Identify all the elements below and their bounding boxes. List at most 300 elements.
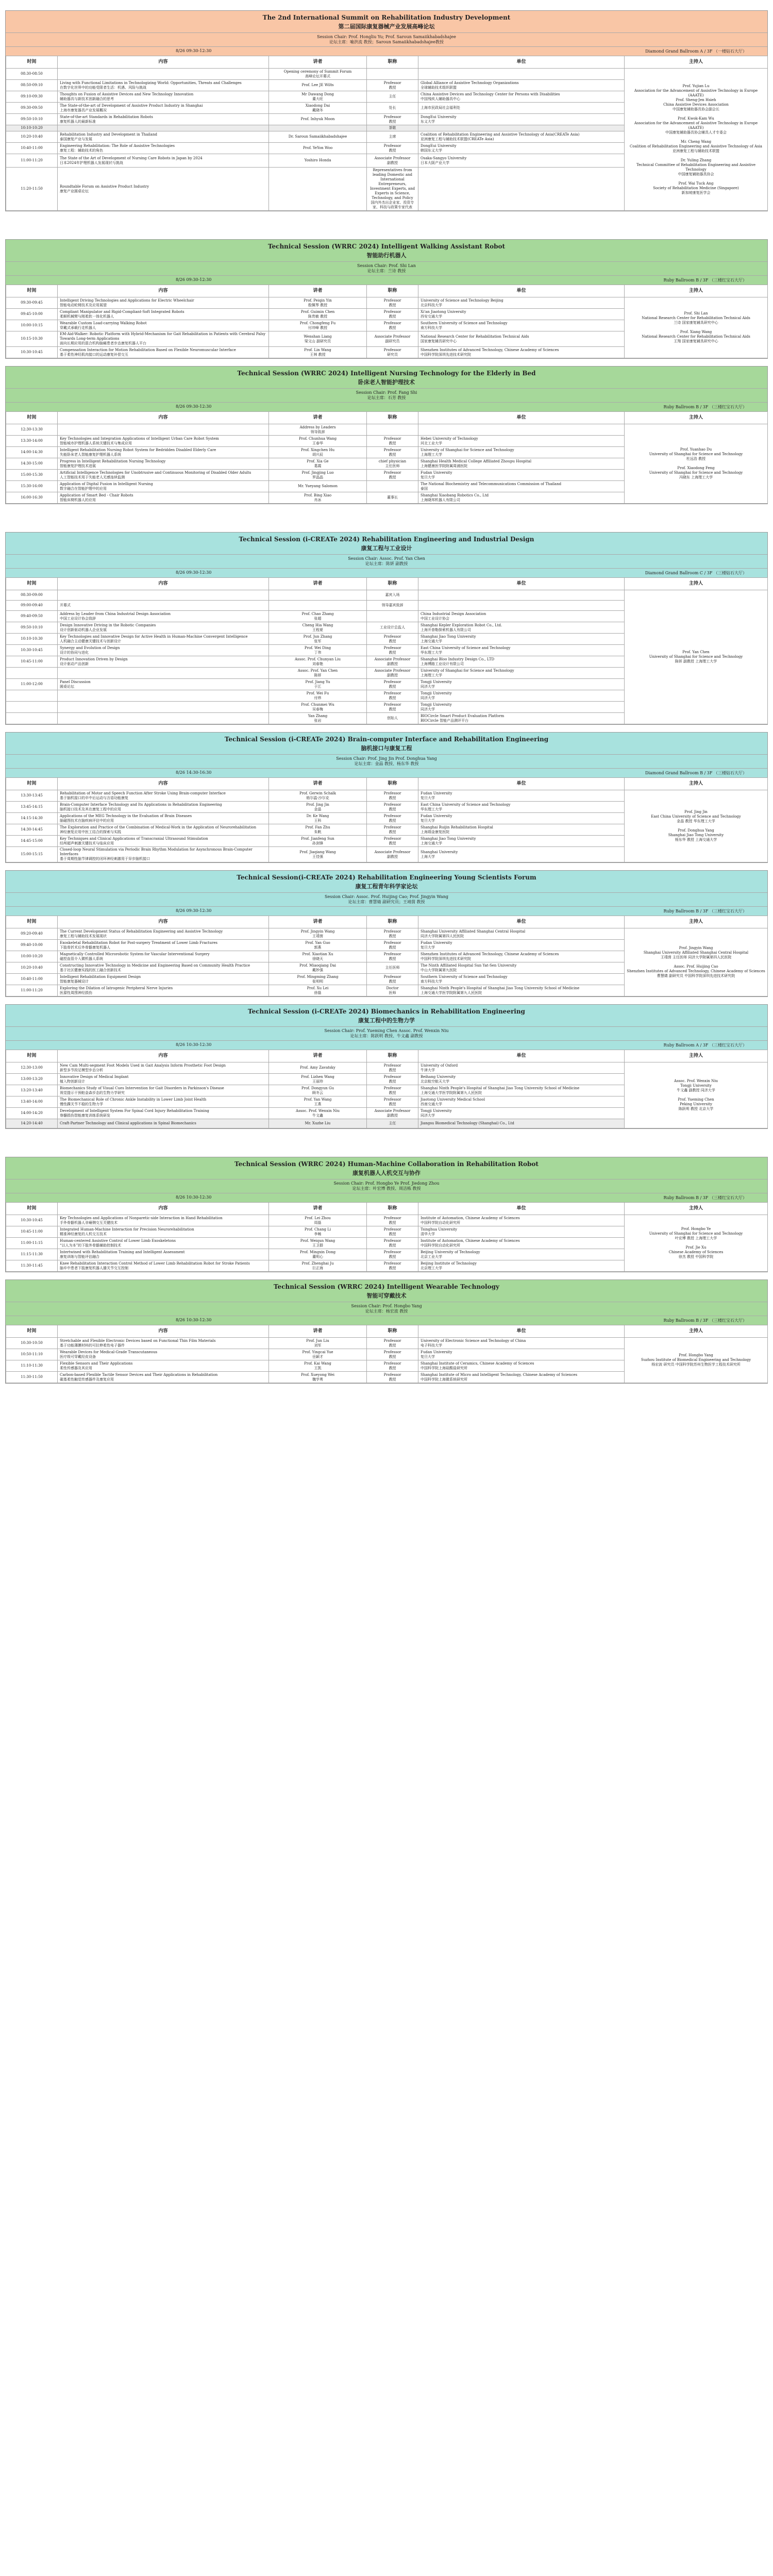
table-header-row (6, 285, 768, 297)
session-venue (6, 275, 767, 285)
row-title (367, 424, 418, 436)
row-speaker: Mr. Xuzhe Liu (269, 1119, 367, 1128)
row-time (6, 690, 58, 702)
header-speaker: 讲者 (269, 1203, 367, 1215)
header-content: 内容 (58, 578, 269, 590)
session-chair: Session Chair: Prof. Hongbo Ye Prof. Jiedong Zhou 论坛主席：叶宏博 教授、周洁栋 教授 (6, 1179, 767, 1193)
schedule-table (6, 285, 768, 358)
row-unit: Shanghai Health Medical College Affiliated Zhoupu Hospital 上海健康医学院附属周浦医院 (418, 458, 625, 470)
row-speaker (269, 601, 367, 611)
row-time: 13:30-14:00 (6, 436, 58, 447)
row-content: Intelligent Rehabilitation Nursing Robot System for Bedridden Disabled Elderly Care 失能卧床老人智能康复护理机器人系统 (58, 447, 269, 458)
schedule-table (6, 577, 768, 724)
header-title: 职称 (367, 285, 418, 297)
row-speaker: Prof. Xingchen Hu 胡兴辰 (269, 447, 367, 458)
header-unit: 单位 (418, 56, 625, 69)
session-chair: Session Chair: Prof. Shi Lan 论坛主席：兰诗 教授 (6, 261, 767, 275)
row-content: Artificial Intelligence Technologies for Unobtrusive and Continuous Monitoring of Disabled Older Adults 人工智能技术用于失能老人无感连续监测 (58, 470, 269, 481)
row-content: Biomechanics Study of Visual Cues Intervention for Gait Disorders in Parkinson's Disease 视觉提示干预帕金森步态的生物力学研究 (58, 1085, 269, 1096)
session-room: Diamond Grand Ballroom C / 3F （三楼钻石大厅） (645, 571, 747, 575)
row-content: Intelligent Rehabilitation Equipment Design 智能康复器械设计 (58, 974, 269, 985)
row-title: Representatives from leading Domestic and International Entrepreneurs, Investment Experts, and Experts in Science, Technology, and Policy 国内外杰出企业家、投资专家、科技与政策专家代表 (367, 168, 418, 211)
row-time: 09:10-09:30 (6, 91, 58, 103)
row-title: chief physician 主任医师 (367, 458, 418, 470)
header-time: 时间 (6, 578, 58, 590)
row-content: Rehabilitation Industry and Development in Thailand 泰国康复产业与发展 (58, 131, 269, 143)
schedule-table (6, 1202, 768, 1272)
row-speaker: Assoc. Prof. Yan Chen 陈妍 (269, 668, 367, 679)
session-room: Diamond Grand Ballroom B / 3F （三楼钻石大厅） (645, 771, 747, 775)
row-title: Professor 教授 (367, 824, 418, 836)
row-content: Integrated Human-Machine Interaction for Precision Neurorehabilitation 精准神经康复的人机交互技术 (58, 1226, 269, 1238)
row-time: 11:10-11:30 (6, 1360, 58, 1372)
table-header-row (6, 1203, 768, 1215)
session-block (5, 10, 768, 211)
row-title: Professor 教授 (367, 320, 418, 331)
row-title: Professor 教授 (367, 143, 418, 154)
session-venue (6, 1193, 767, 1202)
row-time: 10:45-11:00 (6, 1226, 58, 1238)
row-title: Professor 教授 (367, 1360, 418, 1372)
row-speaker: Prof. Wei Fu 付炜 (269, 690, 367, 702)
row-speaker: Assoc. Prof. Wenxin Niu 牛文鑫 (269, 1108, 367, 1119)
session-block (5, 532, 768, 725)
row-title: Professor 教授 (367, 114, 418, 125)
table-row (6, 1215, 768, 1226)
row-speaker: Prof. Miaoqiang Dai 戴妙强 (269, 962, 367, 974)
row-title: 领导嘉宾致辞 (367, 601, 418, 611)
row-speaker: Prof. Yingcai Yue 岳颖才 (269, 1349, 367, 1360)
row-time: 10:15-10:30 (6, 331, 58, 347)
row-title: Associate Professor 副教授 (367, 1108, 418, 1119)
row-content: Product Innovation Driven by Design 设计驱动产品创新 (58, 656, 269, 668)
row-content: Closed-loop Neural Stimulation via Periodic Brain Rhythm Modulation for Asynchronous Brain-Computer Interfaces 基于周期性脑节律调控的闭环神经刺激用于异步脑机接口 (58, 847, 269, 862)
row-content: Rehabilitation of Motor and Speech Function After Stroke Using Brain-computer Interface 基于脑机接口的卒中后运动与言语功能康复 (58, 790, 269, 802)
row-speaker: Prof. Kai Wang 王凯 (269, 1360, 367, 1372)
row-speaker: Prof. Dongyun Gu 顾冬云 (269, 1085, 367, 1096)
row-unit: Tongji University 同济大学 (418, 690, 625, 702)
row-host: Assoc. Prof. Wenxin Niu Tongji University 牛文鑫 副教授 同济大学 Prof. Yueming Chen Peking University 陈跃明 教授 北京大学 (625, 1062, 768, 1128)
row-host: Prof. Jingyin Wang Shanghai University Affiliated Shanghai Central Hospital 王靖茵 主任医师 同济大学附属第四人民医院 Assoc. Prof. Huijing Cao Shenzhen Institutes of Advanced Technology, Chinese Academy of Sciences 曹慧婧 副研究员 中国科学院深圳先进技术研究院 (625, 928, 768, 996)
row-content: Application of Smart Bed - Chair Robots 智能床椅机器人的应用 (58, 492, 269, 504)
row-content: Roundtable Forum on Assistive Product Industry 康复产业圆桌论坛 (58, 168, 269, 211)
row-unit: 上海市民政局社会福利处 (418, 103, 625, 114)
session-date: 8/26 09:30-12:30 (176, 404, 212, 409)
row-content: Design Innovative Driving in the Robotic Companies 设计创新驱动机器人企业发展 (58, 622, 269, 634)
session-room: Ruby Ballroom B / 3F （三楼红宝石大厅） (663, 909, 747, 913)
row-unit: National Research Center for Rehabilitation Technical Aids 国家康复辅具研究中心 (418, 331, 625, 347)
row-speaker: Prof. Jing Jin 金晶 (269, 802, 367, 813)
session-block (5, 366, 768, 504)
header-content: 内容 (58, 412, 269, 424)
row-content: Living with Functional Limitations in Technologizing World: Opportunities, Threats and Challenges 在数字化世界中的功能受限者生活：机遇、风险与挑战 (58, 80, 269, 91)
row-unit: BIOCircle Smart Product Evaluation Platform BIOCircle 智能产品测评平台 (418, 713, 625, 724)
schedule-table (6, 56, 768, 211)
header-unit: 单位 (418, 578, 625, 590)
row-time: 10:20-10:40 (6, 962, 58, 974)
session-room: Ruby Ballroom B / 3F （三楼红宝石大厅） (663, 405, 747, 409)
row-content: Knee Rehabilitation Interaction Control Method of Lower Limb Rehabilitation Robot for Stroke Patients 脑卒中患者下肢康复机器人膝关节交互控制 (58, 1260, 269, 1272)
row-speaker: Prof. Bing Xiao 肖冰 (269, 492, 367, 504)
table-header-row (6, 1325, 768, 1338)
row-speaker: Address by Leaders 领导致辞 (269, 424, 367, 436)
session-room: Ruby Ballroom B / 3F （三楼红宝石大厅） (663, 278, 747, 282)
section-gap (0, 1136, 773, 1157)
row-title: 嘉宾入场 (367, 590, 418, 601)
row-content: Application of Digital Fusion in Intelligent Nursing 数字融合在智能护理中的应用 (58, 481, 269, 492)
row-speaker: Prof. YeYon Woo (269, 143, 367, 154)
row-unit: Global Alliance of Assistive Technology Organizations 全球辅助技术组织联盟 (418, 80, 625, 91)
table-row (6, 928, 768, 940)
row-speaker: Prof. Jianfeng Sun 孙剑锋 (269, 836, 367, 847)
header-title: 职称 (367, 916, 418, 928)
session-subtitle: 智能助行机器人 (6, 251, 767, 261)
row-content: Compliant Manipulator and Rigid-Compliant-Soft Integrated Robots 柔顺机械臂与刚柔软一体化机器人 (58, 309, 269, 320)
header-content: 内容 (58, 285, 269, 297)
row-content (58, 713, 269, 724)
header-speaker: 讲者 (269, 412, 367, 424)
session-title: Technical Session (i-CREATe 2024) Brain-computer Interface and Rehabilitation Engineering (6, 733, 767, 744)
row-time: 14:00-14:20 (6, 1108, 58, 1119)
row-unit: Beijing Institute of Technology 北京理工大学 (418, 1260, 625, 1272)
header-speaker: 讲者 (269, 1325, 367, 1338)
row-unit: Jiaotong University Medical School 西南交通大学 (418, 1096, 625, 1108)
row-unit: Shanghai Kepler Exploration Robot Co., Ltd. 上海开普勒探索机器人有限公司 (418, 622, 625, 634)
session-subtitle: 智能可穿戴技术 (6, 1291, 767, 1302)
header-unit: 单位 (418, 285, 625, 297)
session-block (5, 732, 768, 863)
table-row (6, 69, 768, 80)
row-title: Professor 教授 (367, 1215, 418, 1226)
row-content (58, 702, 269, 713)
row-title: Professor 教授 (367, 1249, 418, 1260)
row-title: Professor 教授 (367, 80, 418, 91)
row-unit (418, 125, 625, 131)
session-chair: Session Chair: Assoc. Prof. Huijing Cao; Prof. Jingyin Wang 论坛主席：曹慧婧 副研究员；王靖茵 教授 (6, 892, 767, 906)
row-unit (418, 168, 625, 211)
row-title: Professor 教授 (367, 928, 418, 940)
row-title: Professor 教授 (367, 1338, 418, 1349)
header-host: 主持人 (625, 778, 768, 790)
row-title: Professor 教授 (367, 436, 418, 447)
row-time: 13:20-13:40 (6, 1085, 58, 1096)
row-content: Compensation Interaction for Motion Rehabilitation Based on Flexible Neuromuscular Interface 基于柔性神经肌肉接口的运动康复补偿交互 (58, 347, 269, 358)
row-content: Wearable Devices for Medical-Grade Transcutaneous 医疗级可穿戴经皮设备 (58, 1349, 269, 1360)
row-time: 10:50-11:10 (6, 1349, 58, 1360)
row-unit: China Assistive Devices and Technology Center for Persons with Disabilities 中国残疾人辅助器具中心 (418, 91, 625, 103)
session-venue (6, 1316, 767, 1325)
row-time: 10:30-10:45 (6, 645, 58, 656)
session-date: 8/26 09:30-12:30 (176, 277, 212, 282)
header-content: 内容 (58, 1050, 269, 1062)
session-venue (6, 46, 767, 56)
table-row (6, 1062, 768, 1074)
row-title: Professor 教授 (367, 836, 418, 847)
row-speaker: Prof. Mingxin Dong 董明心 (269, 1249, 367, 1260)
row-title: Professor 教授 (367, 645, 418, 656)
row-content: The Current Development Status of Rehabilitation Engineering and Assistive Technology 康复工程与辅助技术发展现状 (58, 928, 269, 940)
row-content: Innovative Design of Medical Implant 植入物创新设计 (58, 1074, 269, 1085)
row-time: 15:30-16:00 (6, 481, 58, 492)
row-title: Professor 教授 (367, 679, 418, 690)
header-time: 时间 (6, 778, 58, 790)
session-room: Diamond Grand Ballroom A / 3F （一楼钻石大厅） (645, 49, 747, 54)
table-header-row (6, 1050, 768, 1062)
row-content (58, 668, 269, 679)
row-time: 14:20-14:40 (6, 1119, 58, 1128)
header-time: 时间 (6, 412, 58, 424)
session-title: Technical Session (WRRC 2024) Human-Machine Collaboration in Rehabilitation Robot (6, 1157, 767, 1169)
row-content: Intertwined with Rehabilitation Training and Intelligent Assessment 康复训练与智能评估融合 (58, 1249, 269, 1260)
session-block (5, 870, 768, 997)
row-unit: University of Oxford 牛津大学 (418, 1062, 625, 1074)
row-unit: Fudan University 复旦大学 (418, 470, 625, 481)
row-speaker: Xiaodong Dai 戴晓冬 (269, 103, 367, 114)
row-speaker: Prof. Jiaqiang Wang 王佳强 (269, 847, 367, 862)
row-title: Associate Professor 副教授 (367, 656, 418, 668)
row-host: Prof. Yan Chen University of Shanghai for Science and Technology 陈妍 副教授 上海理工大学 (625, 590, 768, 724)
session-chair: Session Chair: Prof. Yueming Chen Assoc. Prof. Wenxin Niu 论坛主席：陈跃明 教授、牛文鑫 副教授 (6, 1026, 767, 1040)
row-speaker: Prof. Inhyuk Moon (269, 114, 367, 125)
row-unit: East China University of Science and Technology 华东理工大学 (418, 802, 625, 813)
header-content: 内容 (58, 1325, 269, 1338)
row-unit: Fudan University 复旦大学 (418, 813, 625, 824)
header-host: 主持人 (625, 285, 768, 297)
row-time: 10:30-10:45 (6, 1215, 58, 1226)
row-unit: University of Shanghai for Science and Technology 上海理工大学 (418, 668, 625, 679)
row-time: 10:30-10:50 (6, 1338, 58, 1349)
row-title: Professor 教授 (367, 1226, 418, 1238)
row-speaker: Prof. Weiqun Wang 王卫群 (269, 1238, 367, 1249)
row-time: 09:45-10:00 (6, 309, 58, 320)
row-unit: The Ninth Affiliated Hospital Sun Yat-Sen University 中山大学附属第九医院 (418, 962, 625, 974)
row-time: 16:00-16:30 (6, 492, 58, 504)
row-time: 13:00-13:20 (6, 1074, 58, 1085)
session-room: Ruby Ballroom A / 3F （三楼红宝石大厅） (663, 1043, 747, 1048)
header-content: 内容 (58, 1203, 269, 1215)
row-title: Professor 教授 (367, 1349, 418, 1360)
row-content: Carbon-based Flexible Tactile Sensor Devices and Their Applications in Rehabilitation 碳基柔性触觉传感器件及康复应用 (58, 1372, 269, 1383)
row-speaker: Cheng Hia Wang 王程夏 (269, 622, 367, 634)
row-speaker: Prof. Chao Zhang 张超 (269, 611, 367, 622)
row-speaker: Assoc. Prof. Chunyan Liu 刘春艳 (269, 656, 367, 668)
row-content: Applications of the MEG Technology in the Evaluation of Brain Diseases 脑磁图技术在脑疾病评估中的应用 (58, 813, 269, 824)
row-speaker: Mr Dawang Dong 董大旺 (269, 91, 367, 103)
row-unit: Shanghai University 上海大学 (418, 847, 625, 862)
header-host: 主持人 (625, 1325, 768, 1338)
row-title: Professor 教授 (367, 447, 418, 458)
session-date: 8/26 14:30-16:30 (176, 770, 212, 775)
session-subtitle: 卧床老人智能护理技术 (6, 378, 767, 388)
header-content: 内容 (58, 56, 269, 69)
row-speaker: Prof. Wei Ding 丁伟 (269, 645, 367, 656)
row-title: Professor 研究员 (367, 347, 418, 358)
row-title: Professor 教授 (367, 940, 418, 951)
row-content: Engineering Rehabilitation: The Role of Assistive Technologies 康复工程：辅助技术的角色 (58, 143, 269, 154)
row-title: Professor 教授 (367, 470, 418, 481)
table-row (6, 424, 768, 436)
row-time (6, 702, 58, 713)
row-unit: Shanghai Institute of Ceramics, Chinese Academy of Sciences 中国科学院上海硅酸盐研究所 (418, 1360, 625, 1372)
row-speaker: Prof. Xueyong Wei 魏学勇 (269, 1372, 367, 1383)
row-host: Prof. Shi Lan National Research Center for Rehabilitation Technical Aids 兰诗 国家康复辅具研究中心 Prof. Xiang Wang National Research Center for Rehabilitation Technical Aids 王翔 国家康复辅具研究中心 (625, 297, 768, 358)
row-speaker: Prof. Yan Guo 郭燕 (269, 940, 367, 951)
row-speaker: Prof. Peiqin Yin 殷佩琴 教授 (269, 297, 367, 309)
session-subtitle: 康复工程青年科学家论坛 (6, 882, 767, 892)
row-unit (418, 590, 625, 601)
row-time (6, 713, 58, 724)
row-content: The Exploration and Practice of the Combination of Medical-Work in the Application of Neurorehabilitation 神经康复应用中医工结合的探索与实践 (58, 824, 269, 836)
table-header-row (6, 56, 768, 69)
row-title: Professor 教授 (367, 702, 418, 713)
header-title: 职称 (367, 56, 418, 69)
section-gap (0, 511, 773, 532)
row-title: Professor 教授 (367, 297, 418, 309)
session-title: Technical Session (WRRC 2024) Intelligent Nursing Technology for the Elderly in Bed (6, 367, 767, 378)
session-date: 8/26 09:30-12:30 (176, 48, 212, 53)
row-unit: Fudan University 复旦大学 (418, 940, 625, 951)
table-row (6, 297, 768, 309)
row-unit: DongEui University 韩国东义大学 (418, 143, 625, 154)
row-speaker: Opening ceremony of Summit Forum 高峰论坛开幕式 (269, 69, 367, 80)
schedule-table (6, 411, 768, 504)
row-time: 14:45-15:00 (6, 836, 58, 847)
row-time: 09:40-10:00 (6, 940, 58, 951)
row-title: Associate Professor 副研究员 (367, 331, 418, 347)
row-time: 10:20-10:40 (6, 131, 58, 143)
row-content (58, 69, 269, 80)
header-title: 职称 (367, 1050, 418, 1062)
row-content: Intelligent Driving Technologies and Applications for Electric Wheelchair 智能电动轮椅技术及应用展望 (58, 297, 269, 309)
row-speaker: Prof. Xia Ge 葛霞 (269, 458, 367, 470)
schedule-table (6, 777, 768, 862)
row-time: 10:40-11:00 (6, 143, 58, 154)
row-content: EM-Aid-Walker: Robotic Platform with Hybrid-Mechanism for Gait Rehabilitation in Patients with Cerebral Palsy Towards Long-term Applications 面向长期应用的混合机构脑瘫患者步态康复机器人平台 (58, 331, 269, 347)
row-time: 12:30-13:30 (6, 424, 58, 436)
row-unit: Coalition of Rehabilitation Engineering and Assistive Technology of Asia(CREATe Asia) 亚洲康复工程与辅助技术联盟(CREATe Asia) (418, 131, 625, 143)
row-time: 14:00-14:30 (6, 447, 58, 458)
header-host: 主持人 (625, 1203, 768, 1215)
row-title: Professor 教授 (367, 974, 418, 985)
row-time: 11:00-11:20 (6, 985, 58, 996)
session-date: 8/26 10:30-12:30 (176, 1318, 212, 1322)
row-time: 10:00-10:15 (6, 320, 58, 331)
row-speaker: Yan Zhang 张岩 (269, 713, 367, 724)
row-content: Craft-Partner Technology and Clinical applications in Spinal Biomechanics (58, 1119, 269, 1128)
row-speaker: Prof. Jingyin Wang 王靖茵 (269, 928, 367, 940)
row-title: Professor 教授 (367, 1238, 418, 1249)
row-title: Professor 教授 (367, 690, 418, 702)
session-date: 8/26 09:30-12:30 (176, 908, 212, 913)
row-title: Associate Professor 副教授 (367, 154, 418, 168)
row-unit: Shanghai Ninth People's Hospital of Shanghai Jiao Tong University School of Medicine 上海交通大学医学院附属第九人民医院 (418, 985, 625, 996)
row-title (367, 69, 418, 80)
row-time: 11:15-11:30 (6, 1249, 58, 1260)
header-time: 时间 (6, 1050, 58, 1062)
row-unit: Shanghai Xiaobang Robotics Co., Ltd 上海晓邦机器人有限公司 (418, 492, 625, 504)
row-content: Address by Leader from China Industrial Design Association 中国工业设计协会致辞 (58, 611, 269, 622)
row-time: 14:30-14:45 (6, 824, 58, 836)
row-title: 主席 (367, 131, 418, 143)
row-unit: Tongji University 同济大学 (418, 702, 625, 713)
row-host: Prof. Hongbo Ye University of Shanghai for Science and Technology 叶宏博 教授 上海理工大学 Prof. Jie Xu Chinese Academy of Sciences 徐杰 教授 中国科学院 (625, 1215, 768, 1272)
row-content: Key Technologies and Applications of Nonparetic-side Interaction in Hand Rehabilitation 手外骨骼机器人非瘫侧交互关键技术 (58, 1215, 269, 1226)
row-unit: Shanghai Institute of Micro and Intelligent Technology, Chinese Academy of Sciences 中国科学院上海微系统研究所 (418, 1372, 625, 1383)
row-content: Brain-Computer Interface Technology and Its Applications in Rehabilitation Engineering 脑机接口技术及其在康复工程中的应用 (58, 802, 269, 813)
row-speaker: Prof. Amy Zavatsky (269, 1062, 367, 1074)
row-speaker: Prof. Chunhua Wang 王春华 (269, 436, 367, 447)
header-host: 主持人 (625, 1050, 768, 1062)
row-unit: Institute of Automation, Chinese Academy of Sciences 中国科学院自动化研究所 (418, 1238, 625, 1249)
header-unit: 单位 (418, 778, 625, 790)
row-speaker: Prof. Guimin Chen 陈贵敏 教授 (269, 309, 367, 320)
row-host: Prof. Yuanhao Du University of Shanghai for Science and Technology 杜远浩 教授 Prof. Xiaodong Feng University of Shanghai for Science and Technology 冯晓东 上海理工大学 (625, 424, 768, 504)
row-time: 13:45-14:15 (6, 802, 58, 813)
row-unit: Shanghai Ruijin Rehabilitation Hospital 上海瑞金康复医院 (418, 824, 625, 836)
row-time: 08:30-09:00 (6, 590, 58, 601)
row-time: 10:45-11:00 (6, 656, 58, 668)
row-time: 10:30-10:45 (6, 347, 58, 358)
session-venue (6, 1040, 767, 1050)
row-unit: Fudan University 复旦大学 (418, 790, 625, 802)
schedule-table (6, 916, 768, 996)
row-time: 09:50-10:10 (6, 114, 58, 125)
row-speaker (269, 168, 367, 211)
session-subtitle: 康复机器人人机交互与协作 (6, 1169, 767, 1179)
row-speaker: Prof. Xiaotian Xu 徐晓天 (269, 951, 367, 962)
session-venue (6, 768, 767, 777)
header-host: 主持人 (625, 578, 768, 590)
session-room: Ruby Ballroom B / 3F （三楼红宝石大厅） (663, 1318, 747, 1323)
header-unit: 单位 (418, 1325, 625, 1338)
table-header-row (6, 412, 768, 424)
row-time: 08:30-08:50 (6, 69, 58, 80)
row-unit (418, 424, 625, 436)
row-speaker: Prof. Lei Zhou 周磊 (269, 1215, 367, 1226)
row-speaker: Prof. Jun Liu 刘军 (269, 1338, 367, 1349)
row-time: 08:50-09:10 (6, 80, 58, 91)
row-time: 14:15-14:30 (6, 813, 58, 824)
session-subtitle: 康复工程与工业设计 (6, 544, 767, 554)
table-row (6, 790, 768, 802)
row-content: Key Technologies and Integration Applications of Intelligent Urban Care Robot System 智能城市护理机器人系统关键技术与集成应用 (58, 436, 269, 447)
header-speaker: 讲者 (269, 578, 367, 590)
row-content: Thoughts on Fusion of Assistive Devices and New Technology Innovation 辅助器具与新技术创新融合的思考 (58, 91, 269, 103)
header-speaker: 讲者 (269, 778, 367, 790)
row-content: Panel Discussion 圆桌论坛 (58, 679, 269, 690)
row-speaker: Prof. Chang Li 李畅 (269, 1226, 367, 1238)
row-unit (418, 69, 625, 80)
row-content: Human-centered Assistive Control of Lower Limb Exoskeletons “以人为本”的下肢外骨骼辅助控制技术 (58, 1238, 269, 1249)
row-time: 13:40-14:00 (6, 1096, 58, 1108)
row-title: Associate Professor 副教授 (367, 847, 418, 862)
row-time: 11:20-11:50 (6, 168, 58, 211)
header-time: 时间 (6, 56, 58, 69)
session-block (5, 1157, 768, 1272)
header-unit: 单位 (418, 1203, 625, 1215)
row-title: Professor 教授 (367, 309, 418, 320)
session-chair: Session Chair: Prof. Hongbo Yang 论坛主席：杨宏波 教授 (6, 1302, 767, 1316)
row-speaker: Prof. Jingjing Luo 罗晶晶 (269, 470, 367, 481)
row-speaker: Prof. Lin Wang 王林 教授 (269, 347, 367, 358)
header-title: 职称 (367, 1203, 418, 1215)
row-title: Professor 教授 (367, 1260, 418, 1272)
header-content: 内容 (58, 916, 269, 928)
row-unit: Hebei University of Technology 河北工业大学 (418, 436, 625, 447)
session-title: Technical Session (WRRC 2024) Intelligent Wearable Technology (6, 1280, 767, 1291)
row-time: 10:00-10:20 (6, 951, 58, 962)
session-block (5, 1004, 768, 1129)
